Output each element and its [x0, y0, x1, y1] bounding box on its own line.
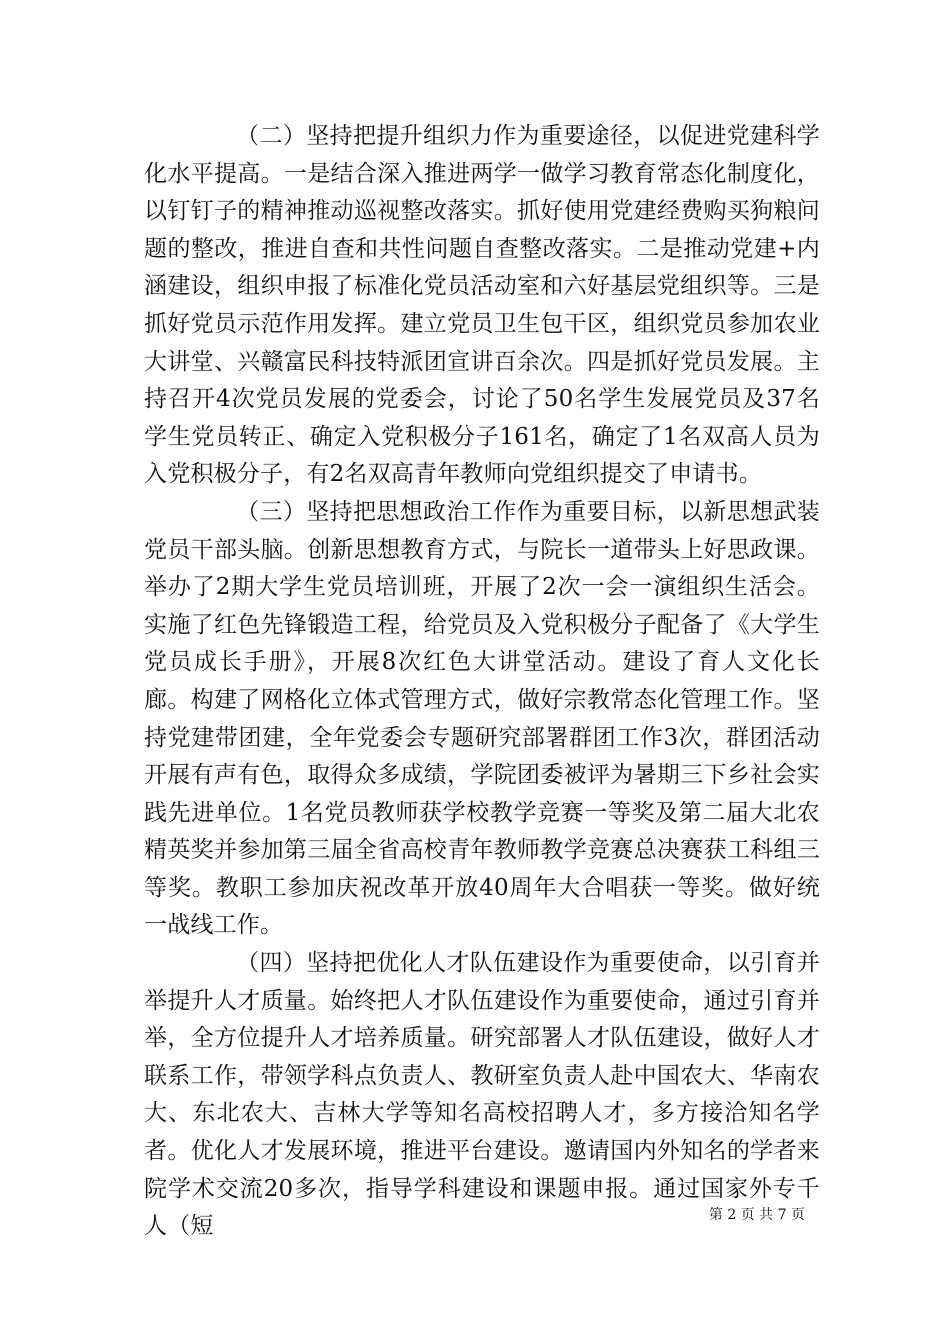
paragraph-two-text: （二）坚持把提升组织力作为重要途径，以促进党建科学化水平提高。一是结合深入推进两学一做学习教育常态化制度化，以钉钉子的精神推动巡视整改落实。抓好使用党建经费购买狗粮问题的整改，推进自查和共性问题自查整改落实。二是推动党建+内涵建设，组织申报了标准化党员活动室和六好基层党组织等。三是抓好党员示范作用发挥。建立党员卫生包干区，组织党员参加农业大讲堂、兴赣富民科技特派团宣讲百余次。四是抓好党员发展。主持召开4次党员发展的党委会，讨论了50名学生发展党员及37名学生党员转正、确定入党积极分子161名，确定了1名双高人员为入党积极分子，有2名双高青年教师向党组织提交了申请书。 — [144, 123, 820, 488]
paragraph-three — [144, 494, 820, 945]
paragraph-four — [144, 945, 820, 1246]
document-body — [144, 118, 820, 1246]
paragraph-three-text: （三）坚持把思想政治工作作为重要目标，以新思想武装党员干部头脑。创新思想教育方式，与院长一道带头上好思政课。举办了2期大学生党员培训班，开展了2次一会一演组织生活会。实施了红色先锋锻造工程，给党员及入党积极分子配备了《大学生党员成长手册》，开展8次红色大讲堂活动。建设了育人文化长廊。构建了网格化立体式管理方式，做好宗教常态化管理工作。坚持党建带团建，全年党委会专题研究部署群团工作3次，群团活动开展有声有色，取得众多成绩，学院团委被评为暑期三下乡社会实践先进单位。1名党员教师获学校教学竞赛一等奖及第二届大北农精英奖并参加第三届全省高校青年教师教学竞赛总决赛获工科组三等奖。教职工参加庆祝改革开放40周年大合唱获一等奖。做好统一战线工作。 — [144, 498, 820, 939]
paragraph-two — [144, 118, 820, 494]
page-number-footer: 第 2 页 共 7 页 — [708, 1207, 805, 1223]
paragraph-four-text: （四）坚持把优化人才队伍建设作为重要使命，以引育并举提升人才质量。始终把人才队伍建设作为重要使命，通过引育并举，全方位提升人才培养质量。研究部署人才队伍建设，做好人才联系工作，带领学科点负责人、教研室负责人赴中国农大、华南农大、东北农大、吉林大学等知名高校招聘人才，多方接洽知名学者。优化人才发展环境，推进平台建设。邀请国内外知名的学者来院学术交流20多次，指导学科建设和课题申报。通过国家外专千人（短 — [144, 950, 820, 1240]
